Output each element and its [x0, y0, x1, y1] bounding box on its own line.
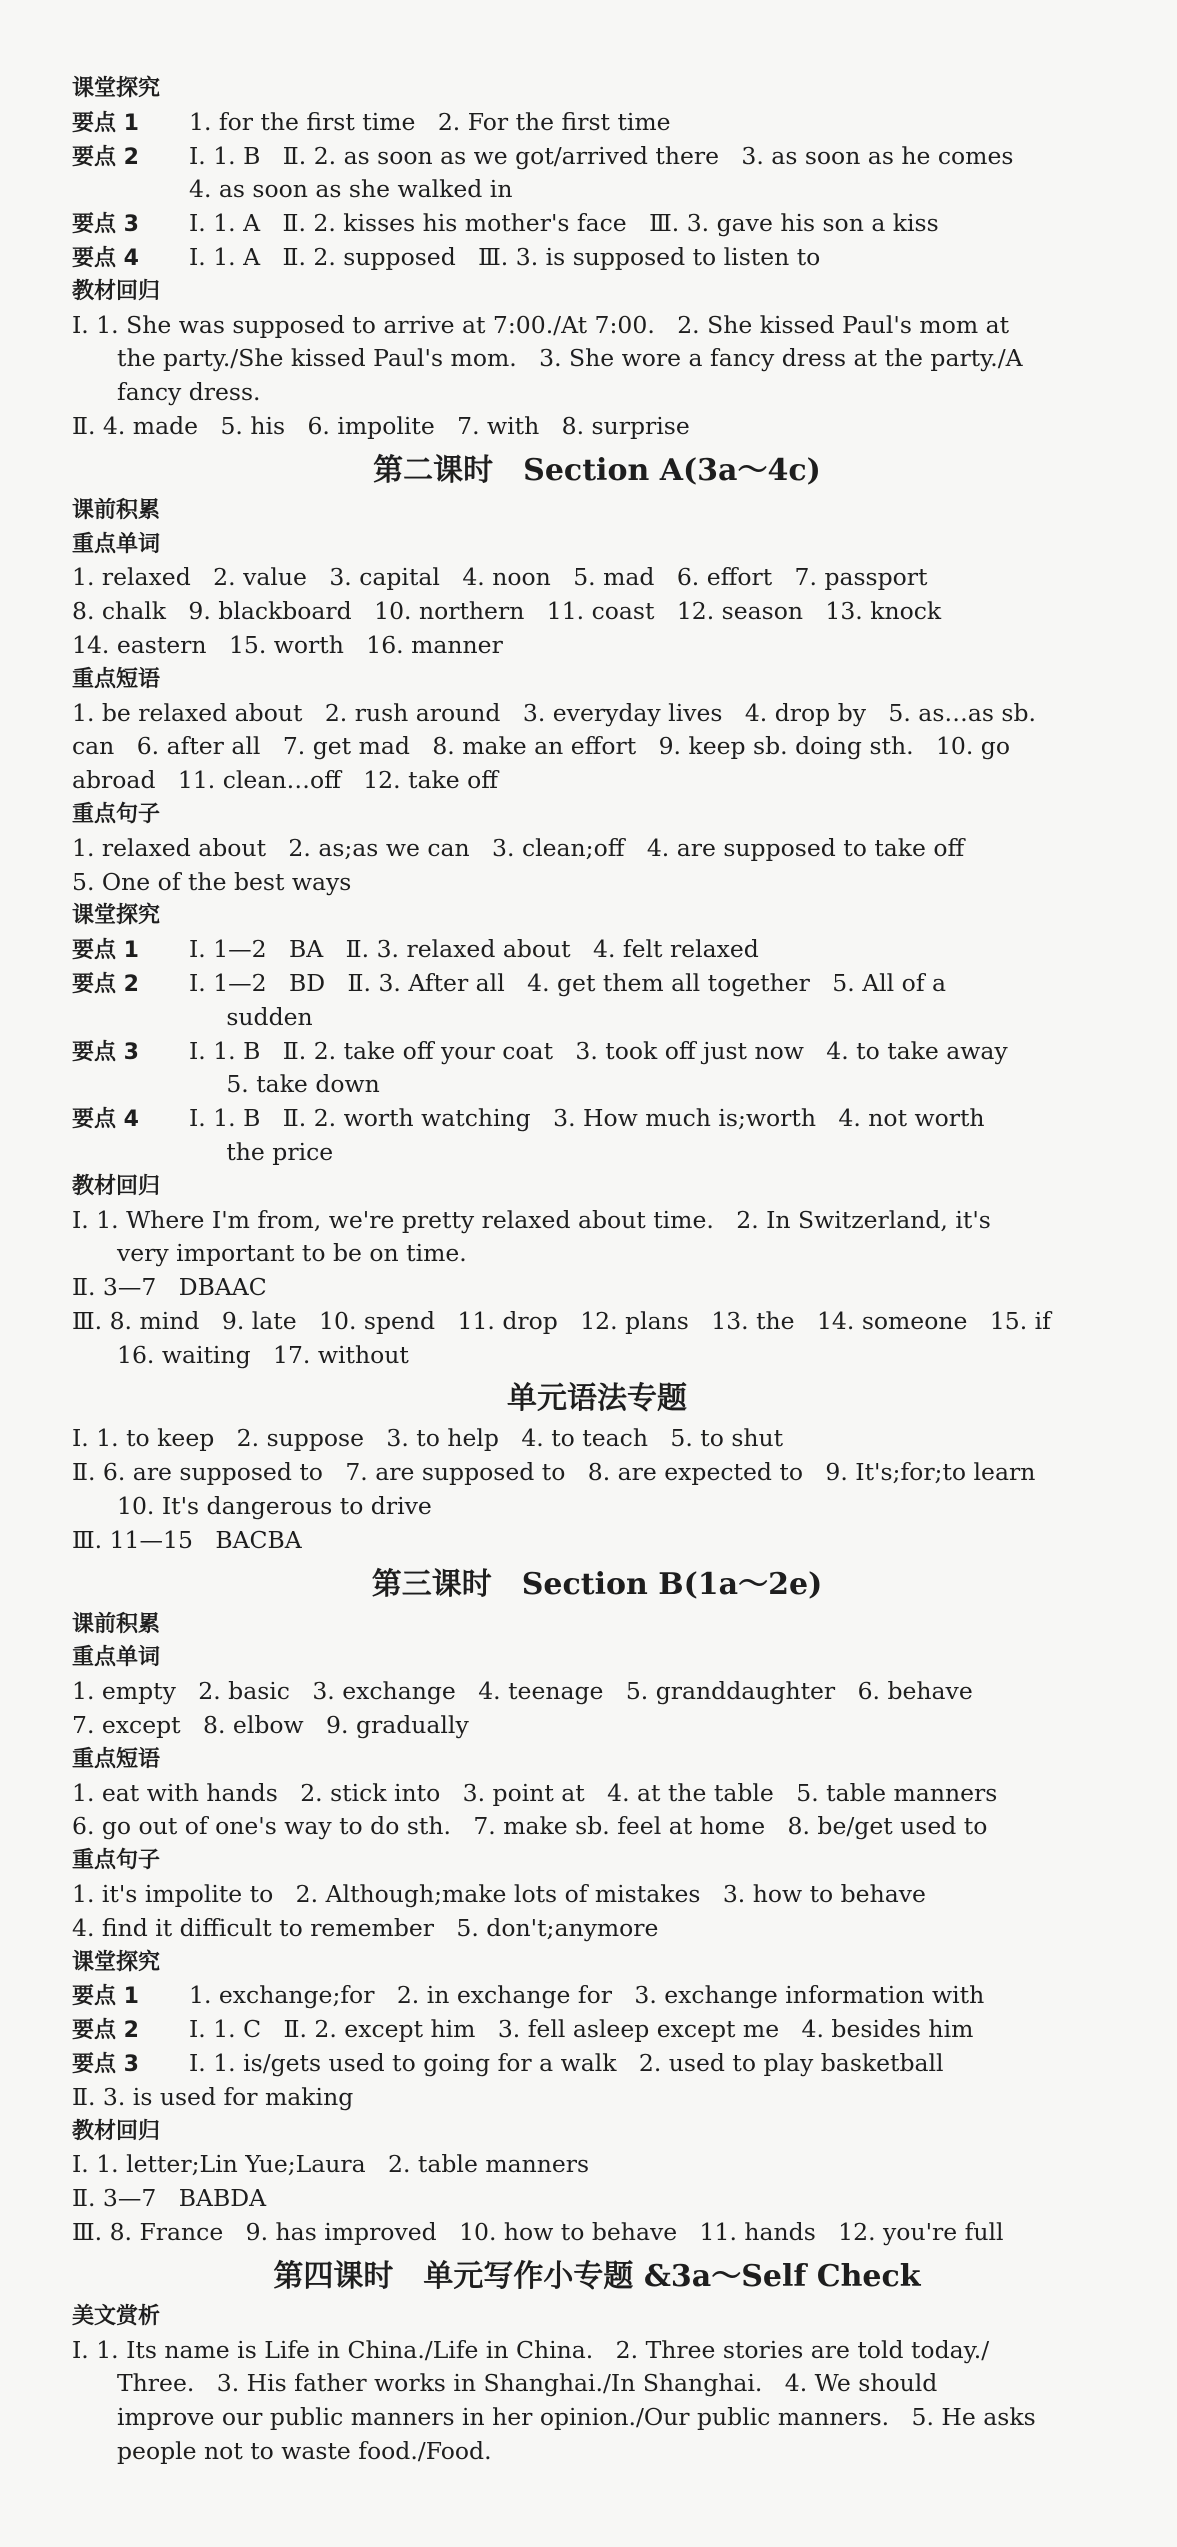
answer-line: 1. eat with hands 2. stick into 3. point at 4. at the table 5. table manners [72, 1778, 998, 1807]
section-label: 重点句子 [72, 1848, 161, 1874]
answer-text: Ⅰ. 1. B Ⅱ. 2. take off your coat 3. took off just now 4. to take away [189, 1036, 1008, 1065]
answer-line: Ⅱ. 3—7 BABDA [72, 2184, 267, 2213]
key-point-label: 要点 2 [72, 971, 139, 997]
section-label: 课堂探究 [72, 76, 161, 101]
answer-text: 1. for the first time 2. For the first time [189, 107, 671, 136]
answer-continuation: the price [189, 1137, 334, 1166]
key-point-label: 要点 2 [72, 144, 139, 170]
section-label: 教材回归 [72, 2118, 161, 2144]
answer-line: Ⅱ. 3. is used for making [72, 2082, 354, 2111]
lesson-title: 第四课时 单元写作小专题 &3a～Self Check [273, 2258, 921, 2294]
answer-text: Ⅰ. 1. C Ⅱ. 2. except him 3. fell asleep except me 4. besides him [189, 2015, 974, 2044]
section-label: 教材回归 [72, 1173, 161, 1199]
answer-line: 1. it's impolite to 2. Although;make lots of mistakes 3. how to behave [72, 1880, 926, 1909]
answer-continuation: 10. It's dangerous to drive [117, 1492, 432, 1521]
answer-continuation: sudden [189, 1002, 313, 1031]
answer-line: Ⅱ. 6. are supposed to 7. are supposed to 8. are expected to 9. It's;for;to learn [72, 1458, 1036, 1487]
key-point-line [72, 207, 1122, 241]
key-point-line [72, 106, 1122, 140]
section-label: 重点句子 [72, 801, 161, 827]
answer-continuation: fancy dress. [117, 378, 261, 407]
section-label: 重点短语 [72, 666, 161, 692]
key-point-line [72, 1102, 1122, 1136]
answer-text: Ⅰ. 1—2 BD Ⅱ. 3. After all 4. get them all together 5. All of a [189, 968, 946, 997]
key-point-label: 要点 4 [72, 245, 139, 271]
lesson-title: 第三课时 Section B(1a～2e) [371, 1566, 823, 1602]
answer-continuation: Three. 3. His father works in Shanghai./In Shanghai. 4. We should [117, 2369, 938, 2398]
answer-line: 1. relaxed about 2. as;as we can 3. clean;off 4. are supposed to take off [72, 833, 965, 862]
answer-continuation: very important to be on time. [117, 1239, 467, 1268]
answer-text: 1. exchange;for 2. in exchange for 3. exchange information with [189, 1981, 985, 2010]
key-point-line [72, 2047, 1122, 2081]
answer-line: can 6. after all 7. get mad 8. make an effort 9. keep sb. doing sth. 10. go [72, 732, 1010, 761]
answer-line: Ⅰ. 1. Its name is Life in China./Life in China. 2. Three stories are told today./ [72, 2335, 990, 2364]
lesson-title: 第二课时 Section A(3a～4c) [373, 452, 821, 488]
answer-line: 5. One of the best ways [72, 867, 352, 896]
key-point-line [72, 1979, 1122, 2013]
answer-continuation: 5. take down [189, 1070, 380, 1099]
lesson-title: 单元语法专题 [507, 1381, 687, 1417]
key-point-label: 要点 1 [72, 110, 139, 136]
section-label: 重点单词 [72, 531, 161, 557]
section-label: 课前积累 [72, 1611, 161, 1637]
answer-continuation: 4. as soon as she walked in [189, 175, 513, 204]
answer-line: Ⅰ. 1. letter;Lin Yue;Laura 2. table manners [72, 2150, 590, 2179]
answer-line: 8. chalk 9. blackboard 10. northern 11. coast 12. season 13. knock [72, 597, 942, 626]
answer-line: Ⅲ. 11—15 BACBA [72, 1525, 302, 1554]
answer-line: 6. go out of one's way to do sth. 7. make sb. feel at home 8. be/get used to [72, 1812, 988, 1841]
key-point-line [72, 2013, 1122, 2047]
key-point-label: 要点 3 [72, 212, 139, 238]
answer-line: abroad 11. clean…off 12. take off [72, 766, 498, 795]
answer-continuation: improve our public manners in her opinion./Our public manners. 5. He asks [117, 2403, 1036, 2432]
answer-text: Ⅰ. 1. A Ⅱ. 2. supposed Ⅲ. 3. is supposed to listen to [189, 242, 821, 271]
answer-key-content [72, 72, 1122, 2469]
answer-continuation: the party./She kissed Paul's mom. 3. She wore a fancy dress at the party./A [117, 344, 1023, 373]
answer-line: 1. empty 2. basic 3. exchange 4. teenage 5. granddaughter 6. behave [72, 1677, 973, 1706]
answer-continuation: people not to waste food./Food. [117, 2437, 492, 2465]
section-label: 教材回归 [72, 278, 161, 304]
key-point-line [72, 933, 1122, 967]
answer-line: Ⅲ. 8. mind 9. late 10. spend 11. drop 12. plans 13. the 14. someone 15. if [72, 1306, 1051, 1335]
key-point-label: 要点 3 [72, 2052, 139, 2078]
section-label: 课前积累 [72, 497, 161, 523]
key-point-line [72, 140, 1122, 174]
answer-text: Ⅰ. 1—2 BA Ⅱ. 3. relaxed about 4. felt relaxed [189, 935, 759, 964]
key-point-line [72, 967, 1122, 1001]
key-point-label: 要点 1 [72, 938, 139, 964]
section-label: 重点短语 [72, 1746, 161, 1772]
key-point-line [72, 1035, 1122, 1069]
answer-line: 1. relaxed 2. value 3. capital 4. noon 5. mad 6. effort 7. passport [72, 563, 928, 592]
answer-line: 7. except 8. elbow 9. gradually [72, 1711, 469, 1740]
section-label: 课堂探究 [72, 903, 161, 929]
answer-line: Ⅰ. 1. Where I'm from, we're pretty relaxed about time. 2. In Switzerland, it's [72, 1205, 991, 1234]
section-label: 重点单词 [72, 1645, 161, 1671]
answer-text: Ⅰ. 1. A Ⅱ. 2. kisses his mother's face Ⅲ. 3. gave his son a kiss [189, 209, 939, 238]
answer-line: Ⅱ. 4. made 5. his 6. impolite 7. with 8. surprise [72, 411, 690, 440]
section-label: 美文赏析 [72, 2303, 161, 2329]
answer-text: Ⅰ. 1. is/gets used to going for a walk 2. used to play basketball [189, 2049, 944, 2078]
answer-line: Ⅰ. 1. to keep 2. suppose 3. to help 4. to teach 5. to shut [72, 1424, 784, 1453]
answer-text: Ⅰ. 1. B Ⅱ. 2. worth watching 3. How much is;worth 4. not worth [189, 1104, 985, 1133]
section-label: 课堂探究 [72, 1949, 161, 1975]
key-point-line [72, 241, 1122, 275]
answer-line: 4. find it difficult to remember 5. don't;anymore [72, 1913, 659, 1942]
key-point-label: 要点 2 [72, 2018, 139, 2044]
answer-text: Ⅰ. 1. B Ⅱ. 2. as soon as we got/arrived there 3. as soon as he comes [189, 141, 1014, 170]
answer-line: Ⅲ. 8. France 9. has improved 10. how to behave 11. hands 12. you're full [72, 2218, 1004, 2247]
answer-line: Ⅱ. 3—7 DBAAC [72, 1273, 267, 1302]
answer-line: 1. be relaxed about 2. rush around 3. everyday lives 4. drop by 5. as…as sb. [72, 698, 1036, 727]
answer-line: 14. eastern 15. worth 16. manner [72, 630, 503, 659]
key-point-label: 要点 1 [72, 1984, 139, 2010]
answer-line: Ⅰ. 1. She was supposed to arrive at 7:00./At 7:00. 2. She kissed Paul's mom at [72, 310, 1010, 339]
key-point-label: 要点 3 [72, 1039, 139, 1065]
key-point-label: 要点 4 [72, 1107, 139, 1133]
answer-continuation: 16. waiting 17. without [117, 1340, 409, 1369]
